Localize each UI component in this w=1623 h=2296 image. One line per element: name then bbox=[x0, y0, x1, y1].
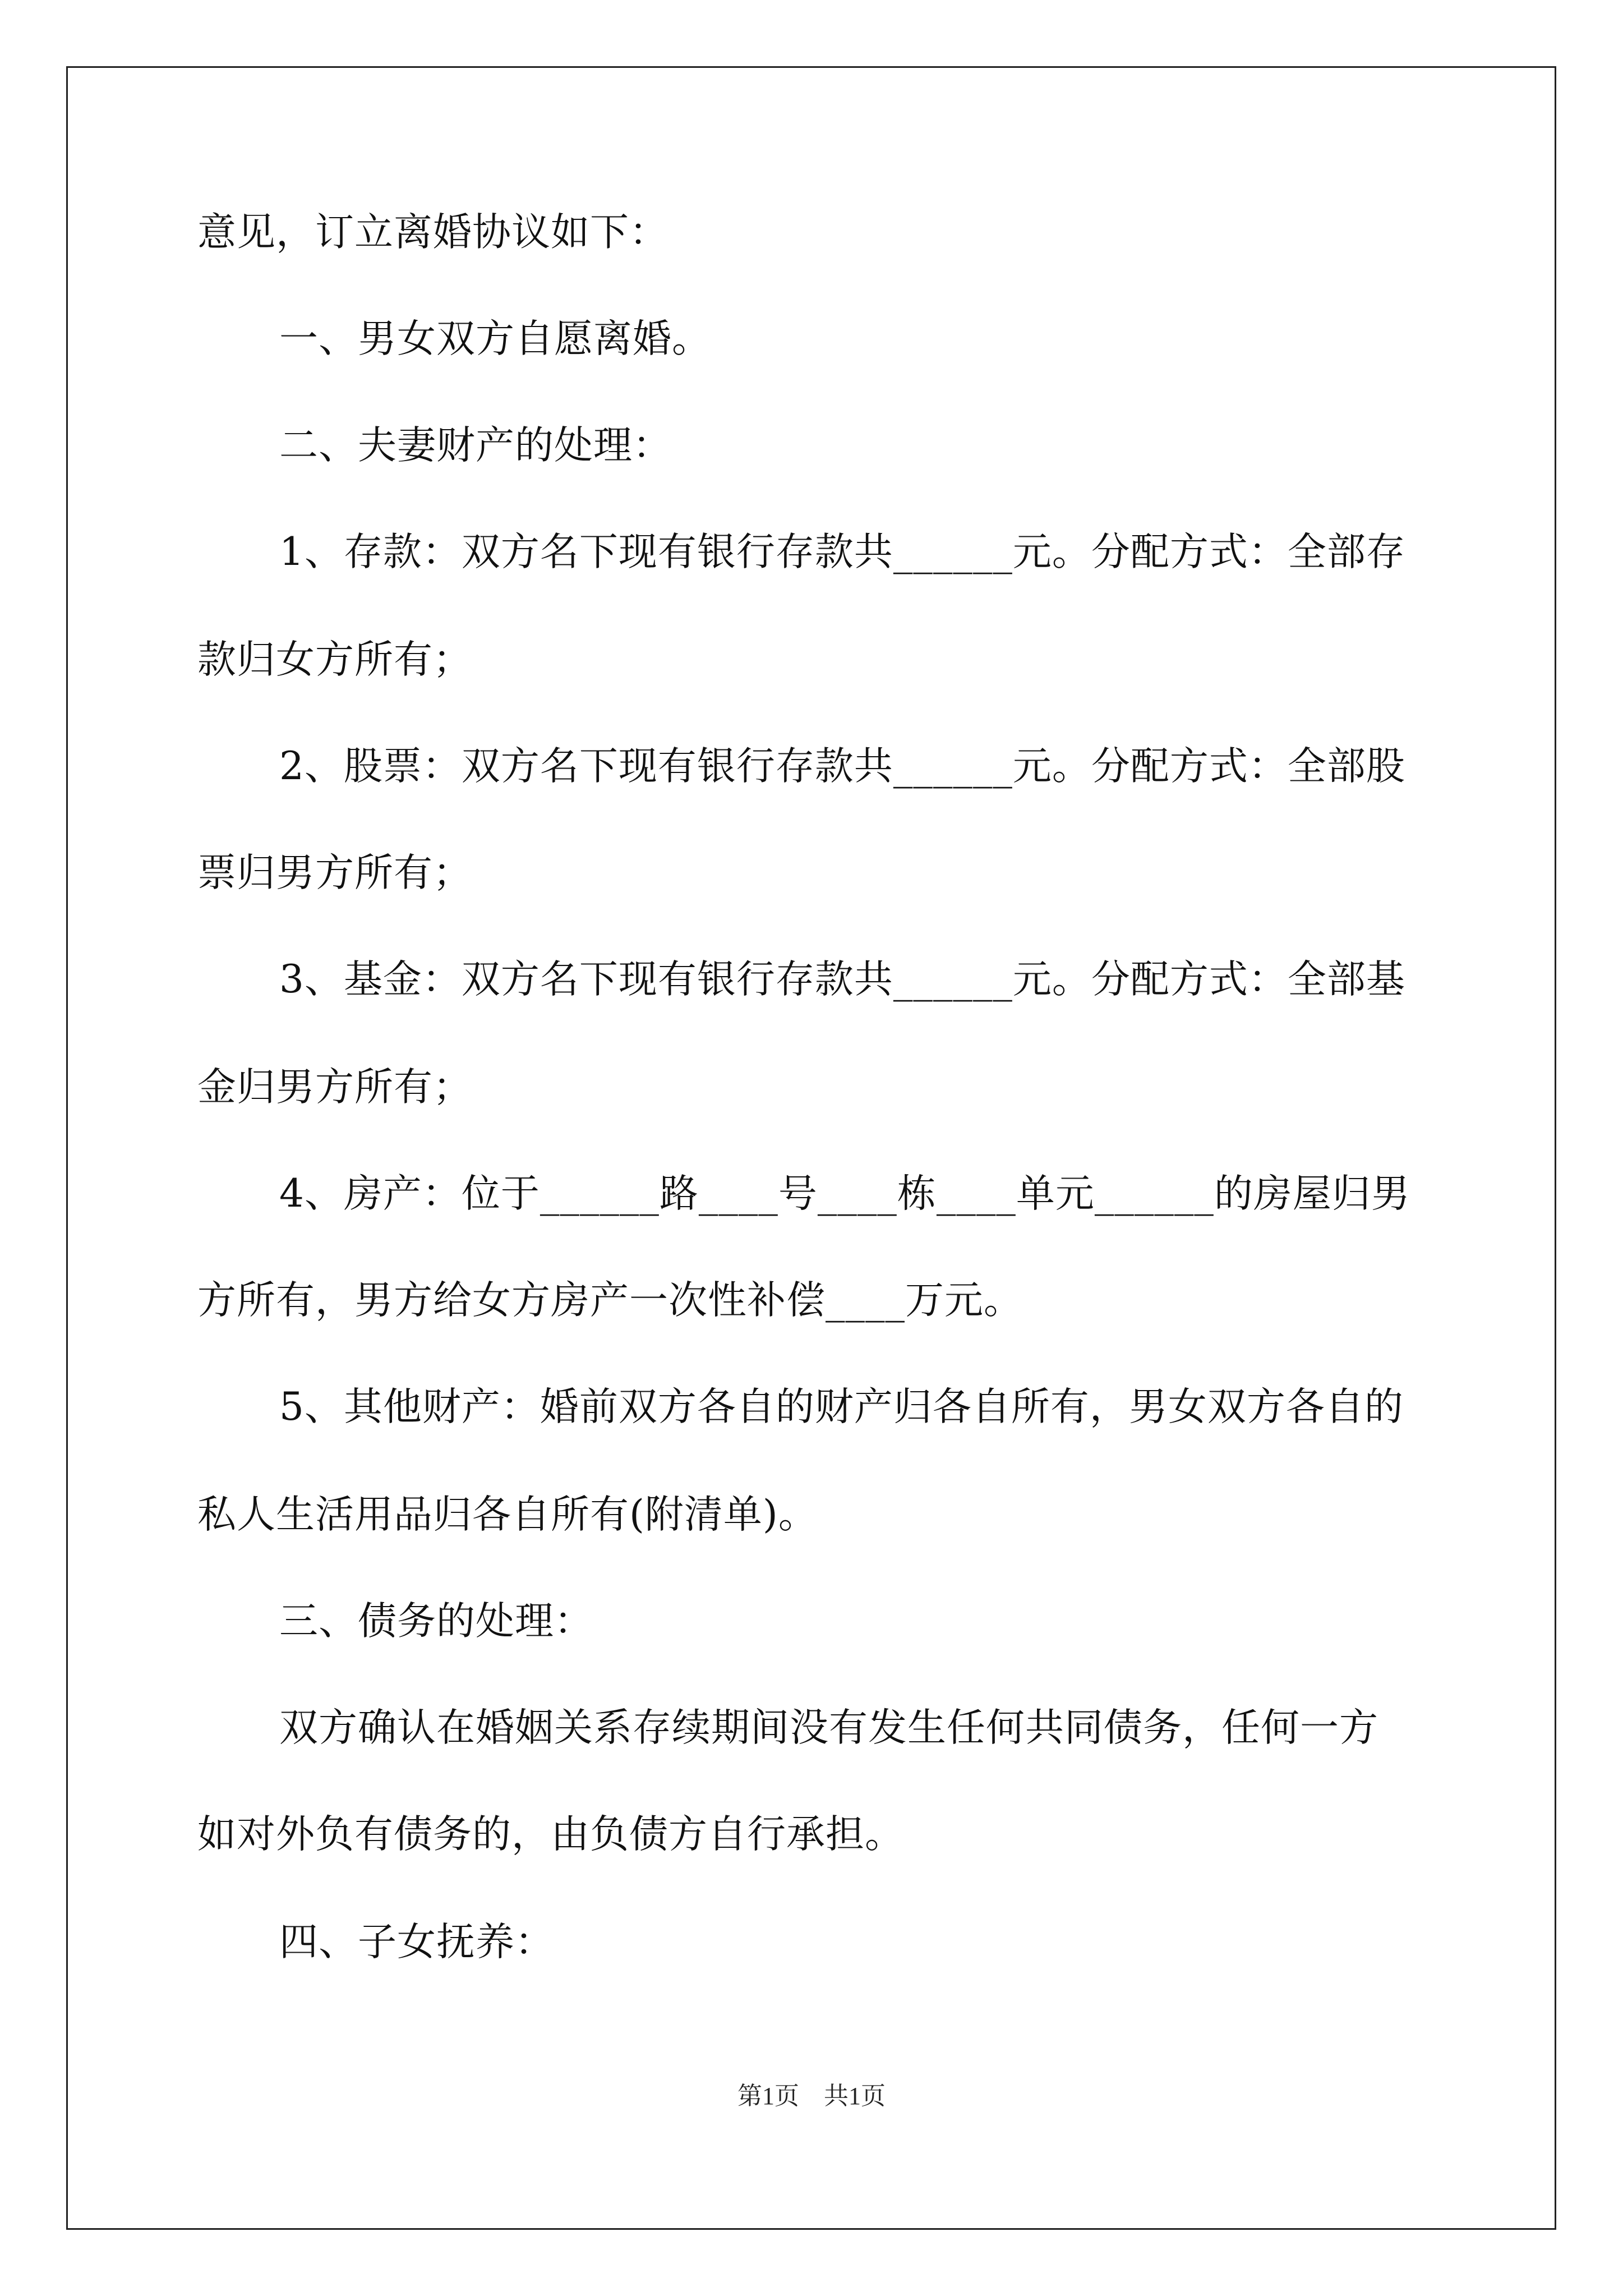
text-line: 意见，订立离婚协议如下： bbox=[197, 210, 668, 255]
page-border bbox=[66, 66, 1556, 2230]
text-line: 四、子女抚养： bbox=[279, 1920, 554, 1964]
text-line: 一、男女双方自愿离婚。 bbox=[279, 316, 711, 361]
text-line: 3、基金：双方名下现有银行存款共______元。分配方式：全部基 bbox=[279, 957, 1405, 1002]
text-line: 款归女方所有； bbox=[197, 637, 472, 682]
text-line: 双方确认在婚姻关系存续期间没有发生任何共同债务，任何一方 bbox=[279, 1705, 1378, 1750]
text-line: 如对外负有债务的，由负债方自行承担。 bbox=[197, 1812, 904, 1857]
text-line: 金归男方所有； bbox=[197, 1065, 472, 1110]
text-line: 私人生活用品归各自所有(附清单)。 bbox=[197, 1492, 818, 1537]
text-line: 方所有，男方给女方房产一次性补偿____万元。 bbox=[197, 1278, 1023, 1323]
text-line: 1、存款：双方名下现有银行存款共______元。分配方式：全部存 bbox=[279, 530, 1405, 574]
text-line: 三、债务的处理： bbox=[279, 1599, 593, 1644]
text-line: 5、其他财产：婚前双方各自的财产归各自所有，男女双方各自的 bbox=[279, 1384, 1404, 1429]
text-line: 二、夫妻财产的处理： bbox=[279, 423, 672, 468]
page-number-footer: 第1页 共1页 bbox=[737, 2082, 886, 2110]
text-line: 票归男方所有； bbox=[197, 850, 472, 895]
text-line: 2、股票：双方名下现有银行存款共______元。分配方式：全部股 bbox=[279, 744, 1405, 789]
text-line: 4、房产：位于______路____号____栋____单元______的房屋归男 bbox=[279, 1171, 1410, 1216]
